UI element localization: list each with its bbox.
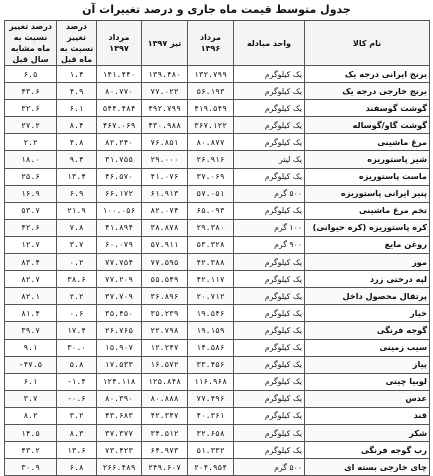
cell-price-tir-1397: ۱۲۵.۸۴۸ [142,373,188,390]
cell-price-mordad-1397: ۶۰.۰۷۹ [97,236,142,253]
cell-change-prev-year: ۳۹.۷ [5,322,57,339]
cell-price-mordad-1396: ۵۱.۳۳۲ [188,442,234,459]
cell-price-tir-1397: ۱۶.۵۷۲ [142,356,188,373]
table-row [5,83,430,100]
cell-price-mordad-1397: ۱۰۰.۰۵۶ [97,202,142,219]
cell-change-prev-month: ۶.۱ [57,100,97,117]
cell-change-prev-year: ۸۱.۴ [5,305,57,322]
cell-unit: یک کیلوگرم [234,83,305,100]
cell-product-name: رب گوجه فرنگی [305,442,430,459]
cell-product-name: ماست پاستوریزه [305,168,430,185]
cell-change-prev-year: ۲۵.۶ [5,168,57,185]
cell-price-mordad-1396: ۷۷.۴۹۶ [188,390,234,407]
cell-unit: یک کیلوگرم [234,168,305,185]
cell-price-tir-1397: ۳۸.۸۷۸ [142,219,188,236]
cell-price-mordad-1397: ۷۷.۲۰۹ [97,271,142,288]
cell-unit: یک کیلوگرم [234,356,305,373]
cell-price-mordad-1396: ۳۶۷.۱۲۲ [188,117,234,134]
cell-change-prev-year: ۱۸.۰ [5,151,57,168]
cell-price-mordad-1396: ۴۰.۳۶۱ [188,407,234,424]
cell-price-mordad-1397: ۲۶.۷۶۵ [97,322,142,339]
cell-product-name: روغن مایع [305,236,430,253]
cell-product-name: لوبیا چیتی [305,373,430,390]
table-row [5,356,430,373]
cell-product-name: برنج ایرانی درجه یک [305,66,430,83]
cell-price-tir-1397: ۴۲.۳۴۷ [142,407,188,424]
table-row [5,459,430,476]
cell-change-prev-year: ۴۳.۶ [5,83,57,100]
cell-price-tir-1397: ۱۲.۲۴۷ [142,339,188,356]
table-row [5,442,430,459]
table-row [5,134,430,151]
table-row [5,390,430,407]
cell-price-tir-1397: ۵۵.۵۴۹ [142,271,188,288]
cell-product-name: سیب زمینی [305,339,430,356]
col-header-change-prev-month: درصد تغییر نسبت به ماه قبل [57,21,97,66]
cell-product-name: عدس [305,390,430,407]
cell-product-name: شکر [305,424,430,441]
cell-change-prev-month: ۱۳.۴ [57,168,97,185]
cell-unit: یک کیلوگرم [234,271,305,288]
cell-change-prev-year: ۴۳.۲ [5,442,57,459]
cell-product-name: مرغ ماشینی [305,134,430,151]
cell-unit: ۵۰۰ گرم [234,459,305,476]
cell-change-prev-month: ۲۱.۹ [57,202,97,219]
cell-price-mordad-1396: ۲۹.۳۸۰ [188,219,234,236]
cell-change-prev-month: ۱۷.۴ [57,322,97,339]
cell-unit: یک کیلوگرم [234,373,305,390]
cell-change-prev-year: ۸۲.۷ [5,271,57,288]
cell-change-prev-year: ۲۷.۲ [5,117,57,134]
cell-change-prev-month: ۴.۸ [57,134,97,151]
cell-change-prev-year: ۲.۲ [5,134,57,151]
cell-price-mordad-1396: ۱۳۲.۷۹۹ [188,66,234,83]
cell-change-prev-month: ۸.۳ [57,424,97,441]
cell-change-prev-year: ۸۳.۴ [5,254,57,271]
cell-change-prev-year: ۱۴.۵ [5,424,57,441]
cell-price-tir-1397: ۳۴.۵۱۲ [142,424,188,441]
cell-price-mordad-1397: ۴۱.۸۹۴ [97,219,142,236]
cell-price-mordad-1396: ۳۷.۰۶۹ [188,168,234,185]
cell-price-tir-1397: ۲۴۹.۶۰۷ [142,459,188,476]
col-header-m1396: مرداد ۱۳۹۶ [188,21,234,66]
cell-product-name: قند [305,407,430,424]
cell-change-prev-month: ۰.۶ [57,305,97,322]
cell-price-tir-1397: ۶۴.۹۷۳ [142,442,188,459]
cell-price-mordad-1397: ۵۴۴.۴۸۴ [97,100,142,117]
cell-change-prev-year: ۳.۷ [5,390,57,407]
cell-price-mordad-1396: ۲۰.۷۱۲ [188,288,234,305]
cell-unit: یک لیتر [234,151,305,168]
cell-unit: یک کیلوگرم [234,66,305,83]
cell-price-mordad-1397: ۷۷.۷۵۴ [97,254,142,271]
cell-price-mordad-1397: ۸۲.۲۴۰ [97,134,142,151]
cell-price-mordad-1397: ۸۰.۳۹۰ [97,390,142,407]
cell-change-prev-month: ۳.۷ [57,236,97,253]
cell-price-mordad-1396: ۵۷.۰۵۱ [188,185,234,202]
cell-product-name: پنیر ایرانی پاستوریزه [305,185,430,202]
cell-change-prev-year: ۶.۵ [5,66,57,83]
table-row [5,339,430,356]
cell-change-prev-month: ۲.۲ [57,288,97,305]
col-header-name: نام کالا [305,21,430,66]
cell-price-mordad-1396: ۲۶.۹۱۶ [188,151,234,168]
cell-price-tir-1397: ۲۹.۰۰۰ [142,151,188,168]
cell-unit: ۱۰۰ گرم [234,219,305,236]
cell-change-prev-year: ۴۲.۶ [5,219,57,236]
cell-price-tir-1397: ۴۳۰.۹۸۸ [142,117,188,134]
cell-price-mordad-1397: ۱۴۱.۴۴۰ [97,66,142,83]
cell-price-tir-1397: ۳۶.۸۹۶ [142,288,188,305]
cell-unit: یک کیلوگرم [234,305,305,322]
table-row [5,219,430,236]
cell-price-mordad-1396: ۸۰.۸۷۷ [188,134,234,151]
cell-product-name: گوجه فرنگی [305,322,430,339]
table-row [5,305,430,322]
cell-change-prev-month: ۳۸.۶ [57,271,97,288]
cell-product-name: گوشت گاو/گوساله [305,117,430,134]
cell-price-tir-1397: ۷۶.۸۵۱ [142,134,188,151]
cell-price-tir-1397: ۸۰.۸۸۸ [142,390,188,407]
cell-product-name: پیاز [305,356,430,373]
table-row [5,271,430,288]
table-row [5,373,430,390]
price-table [4,20,430,476]
col-header-change-prev-year: درصد تغییر نسبت به ماه مشابه سال قبل [5,21,57,66]
cell-unit: یک کیلوگرم [234,390,305,407]
cell-unit: یک کیلوگرم [234,117,305,134]
cell-change-prev-month: ۴.۹ [57,83,97,100]
cell-price-mordad-1396: ۳۲.۶۵۸ [188,424,234,441]
col-header-m1397: مرداد ۱۳۹۷ [97,21,142,66]
table-row [5,424,430,441]
table-row [5,151,430,168]
cell-change-prev-year: ۶.۱ [5,373,57,390]
cell-price-tir-1397: ۸۲.۰۷۴ [142,202,188,219]
cell-price-mordad-1396: ۴۲.۳۸۸ [188,254,234,271]
cell-unit: یک کیلوگرم [234,288,305,305]
cell-price-mordad-1397: ۸۰.۷۷۰ [97,83,142,100]
cell-price-mordad-1396: ۳۳.۴۵۶ [188,356,234,373]
table-row [5,288,430,305]
cell-change-prev-month: ۶.۸ [57,459,97,476]
cell-change-prev-month: ۱.۴- [57,373,97,390]
cell-price-mordad-1397: ۱۲۴.۱۱۸ [97,373,142,390]
cell-product-name: موز [305,254,430,271]
cell-change-prev-year: ۵۳.۷ [5,202,57,219]
cell-price-mordad-1396: ۲۰۴.۹۵۴ [188,459,234,476]
cell-change-prev-month: ۸.۴ [57,117,97,134]
cell-price-mordad-1397: ۱۷.۵۳۳ [97,356,142,373]
cell-price-mordad-1396: ۱۱۶.۹۶۸ [188,373,234,390]
cell-price-mordad-1397: ۳۷.۳۷۷ [97,424,142,441]
cell-price-mordad-1397: ۷۳.۴۲۳ [97,442,142,459]
cell-product-name: کره پاستوریزه (کره حیوانی) [305,219,430,236]
cell-unit: یک کیلوگرم [234,202,305,219]
cell-price-mordad-1397: ۳۷.۷۰۹ [97,288,142,305]
cell-product-name: پرتقال محصول داخل [305,288,430,305]
cell-price-mordad-1397: ۲۶۶.۴۸۹ [97,459,142,476]
cell-change-prev-year: ۹.۱ [5,339,57,356]
cell-price-mordad-1396: ۱۴.۵۸۶ [188,339,234,356]
cell-unit: یک کیلوگرم [234,322,305,339]
col-header-unit: واحد مبادله [234,21,305,66]
cell-price-mordad-1396: ۵۳.۳۲۸ [188,236,234,253]
cell-price-tir-1397: ۳۵.۲۳۹ [142,305,188,322]
table-row [5,202,430,219]
cell-change-prev-month: ۱.۴ [57,66,97,83]
cell-change-prev-year: ۱۶.۹ [5,185,57,202]
cell-product-name: خیار [305,305,430,322]
cell-price-mordad-1397: ۳۵.۴۵۰ [97,305,142,322]
cell-change-prev-year: ۳۲.۶ [5,100,57,117]
table-row [5,254,430,271]
cell-change-prev-month: ۱۳.۶ [57,442,97,459]
document-title: جدول متوسط قیمت ماه جاری و درصد تغییرات آن [82,3,351,16]
cell-price-mordad-1396: ۴۱۹.۵۴۹ [188,100,234,117]
cell-price-mordad-1396: ۵۶.۱۹۳ [188,83,234,100]
cell-price-mordad-1396: ۱۹.۱۵۹ [188,322,234,339]
cell-change-prev-year: ۸.۲ [5,407,57,424]
cell-product-name: لپه درختی زرد [305,271,430,288]
cell-change-prev-month: ۰.۲ [57,254,97,271]
table-row [5,236,430,253]
table-row [5,117,430,134]
cell-price-tir-1397: ۷۷.۰۲۲ [142,83,188,100]
cell-unit: یک کیلوگرم [234,100,305,117]
table-body [5,66,430,476]
cell-price-tir-1397: ۴۱.۰۷۶ [142,168,188,185]
cell-change-prev-month: ۳۰.۰ [57,339,97,356]
cell-change-prev-year: ۱۲.۷ [5,236,57,253]
cell-product-name: گوشت گوسفند [305,100,430,117]
cell-change-prev-month: ۵.۸ [57,356,97,373]
cell-product-name: شیر پاستوریزه [305,151,430,168]
cell-price-mordad-1397: ۳۱.۷۵۵ [97,151,142,168]
cell-change-prev-month: ۷.۸ [57,219,97,236]
cell-product-name: تخم مرغ ماشینی [305,202,430,219]
col-header-tir1397: تیر ۱۳۹۷ [142,21,188,66]
cell-price-mordad-1396: ۶۵.۰۹۳ [188,202,234,219]
cell-price-mordad-1397: ۴۶۷.۰۶۹ [97,117,142,134]
cell-price-mordad-1397: ۴۳.۶۸۳ [97,407,142,424]
cell-price-tir-1397: ۲۲.۷۹۸ [142,322,188,339]
cell-price-mordad-1397: ۱۵.۹۰۷ [97,339,142,356]
cell-price-tir-1397: ۴۹۲.۷۹۹ [142,100,188,117]
cell-unit: یک کیلوگرم [234,424,305,441]
cell-unit: یک کیلوگرم [234,407,305,424]
cell-price-mordad-1397: ۴۶.۵۷۰ [97,168,142,185]
table-row [5,168,430,185]
cell-product-name: برنج خارجی درجه یک [305,83,430,100]
cell-price-mordad-1396: ۱۹.۵۴۶ [188,305,234,322]
cell-price-tir-1397: ۵۷.۹۱۱ [142,236,188,253]
cell-price-mordad-1397: ۶۶.۱۷۲ [97,185,142,202]
cell-unit: یک کیلوگرم [234,339,305,356]
cell-change-prev-month: ۶.۹ [57,185,97,202]
table-row [5,322,430,339]
cell-product-name: چای خارجی بسته ای [305,459,430,476]
cell-unit: یک کیلوگرم [234,134,305,151]
cell-price-tir-1397: ۶۱.۹۱۳ [142,185,188,202]
cell-change-prev-month: ۹.۴ [57,151,97,168]
cell-price-mordad-1396: ۴۲.۱۱۷ [188,271,234,288]
table-row [5,185,430,202]
table-header [5,21,430,66]
cell-change-prev-year: ۳۰.۹ [5,459,57,476]
cell-unit: ۹۰۰ گرم [234,236,305,253]
cell-change-prev-year: ۸۲.۱ [5,288,57,305]
cell-change-prev-month: ۰.۶- [57,390,97,407]
cell-unit: یک کیلوگرم [234,254,305,271]
table-row [5,407,430,424]
cell-price-tir-1397: ۷۷.۵۹۵ [142,254,188,271]
table-row [5,66,430,83]
table-row [5,100,430,117]
cell-unit: یک کیلوگرم [234,442,305,459]
cell-unit: ۵۰۰ گرم [234,185,305,202]
cell-price-tir-1397: ۱۳۹.۴۸۰ [142,66,188,83]
cell-change-prev-month: ۳.۲ [57,407,97,424]
cell-change-prev-year: ۴۷.۵- [5,356,57,373]
